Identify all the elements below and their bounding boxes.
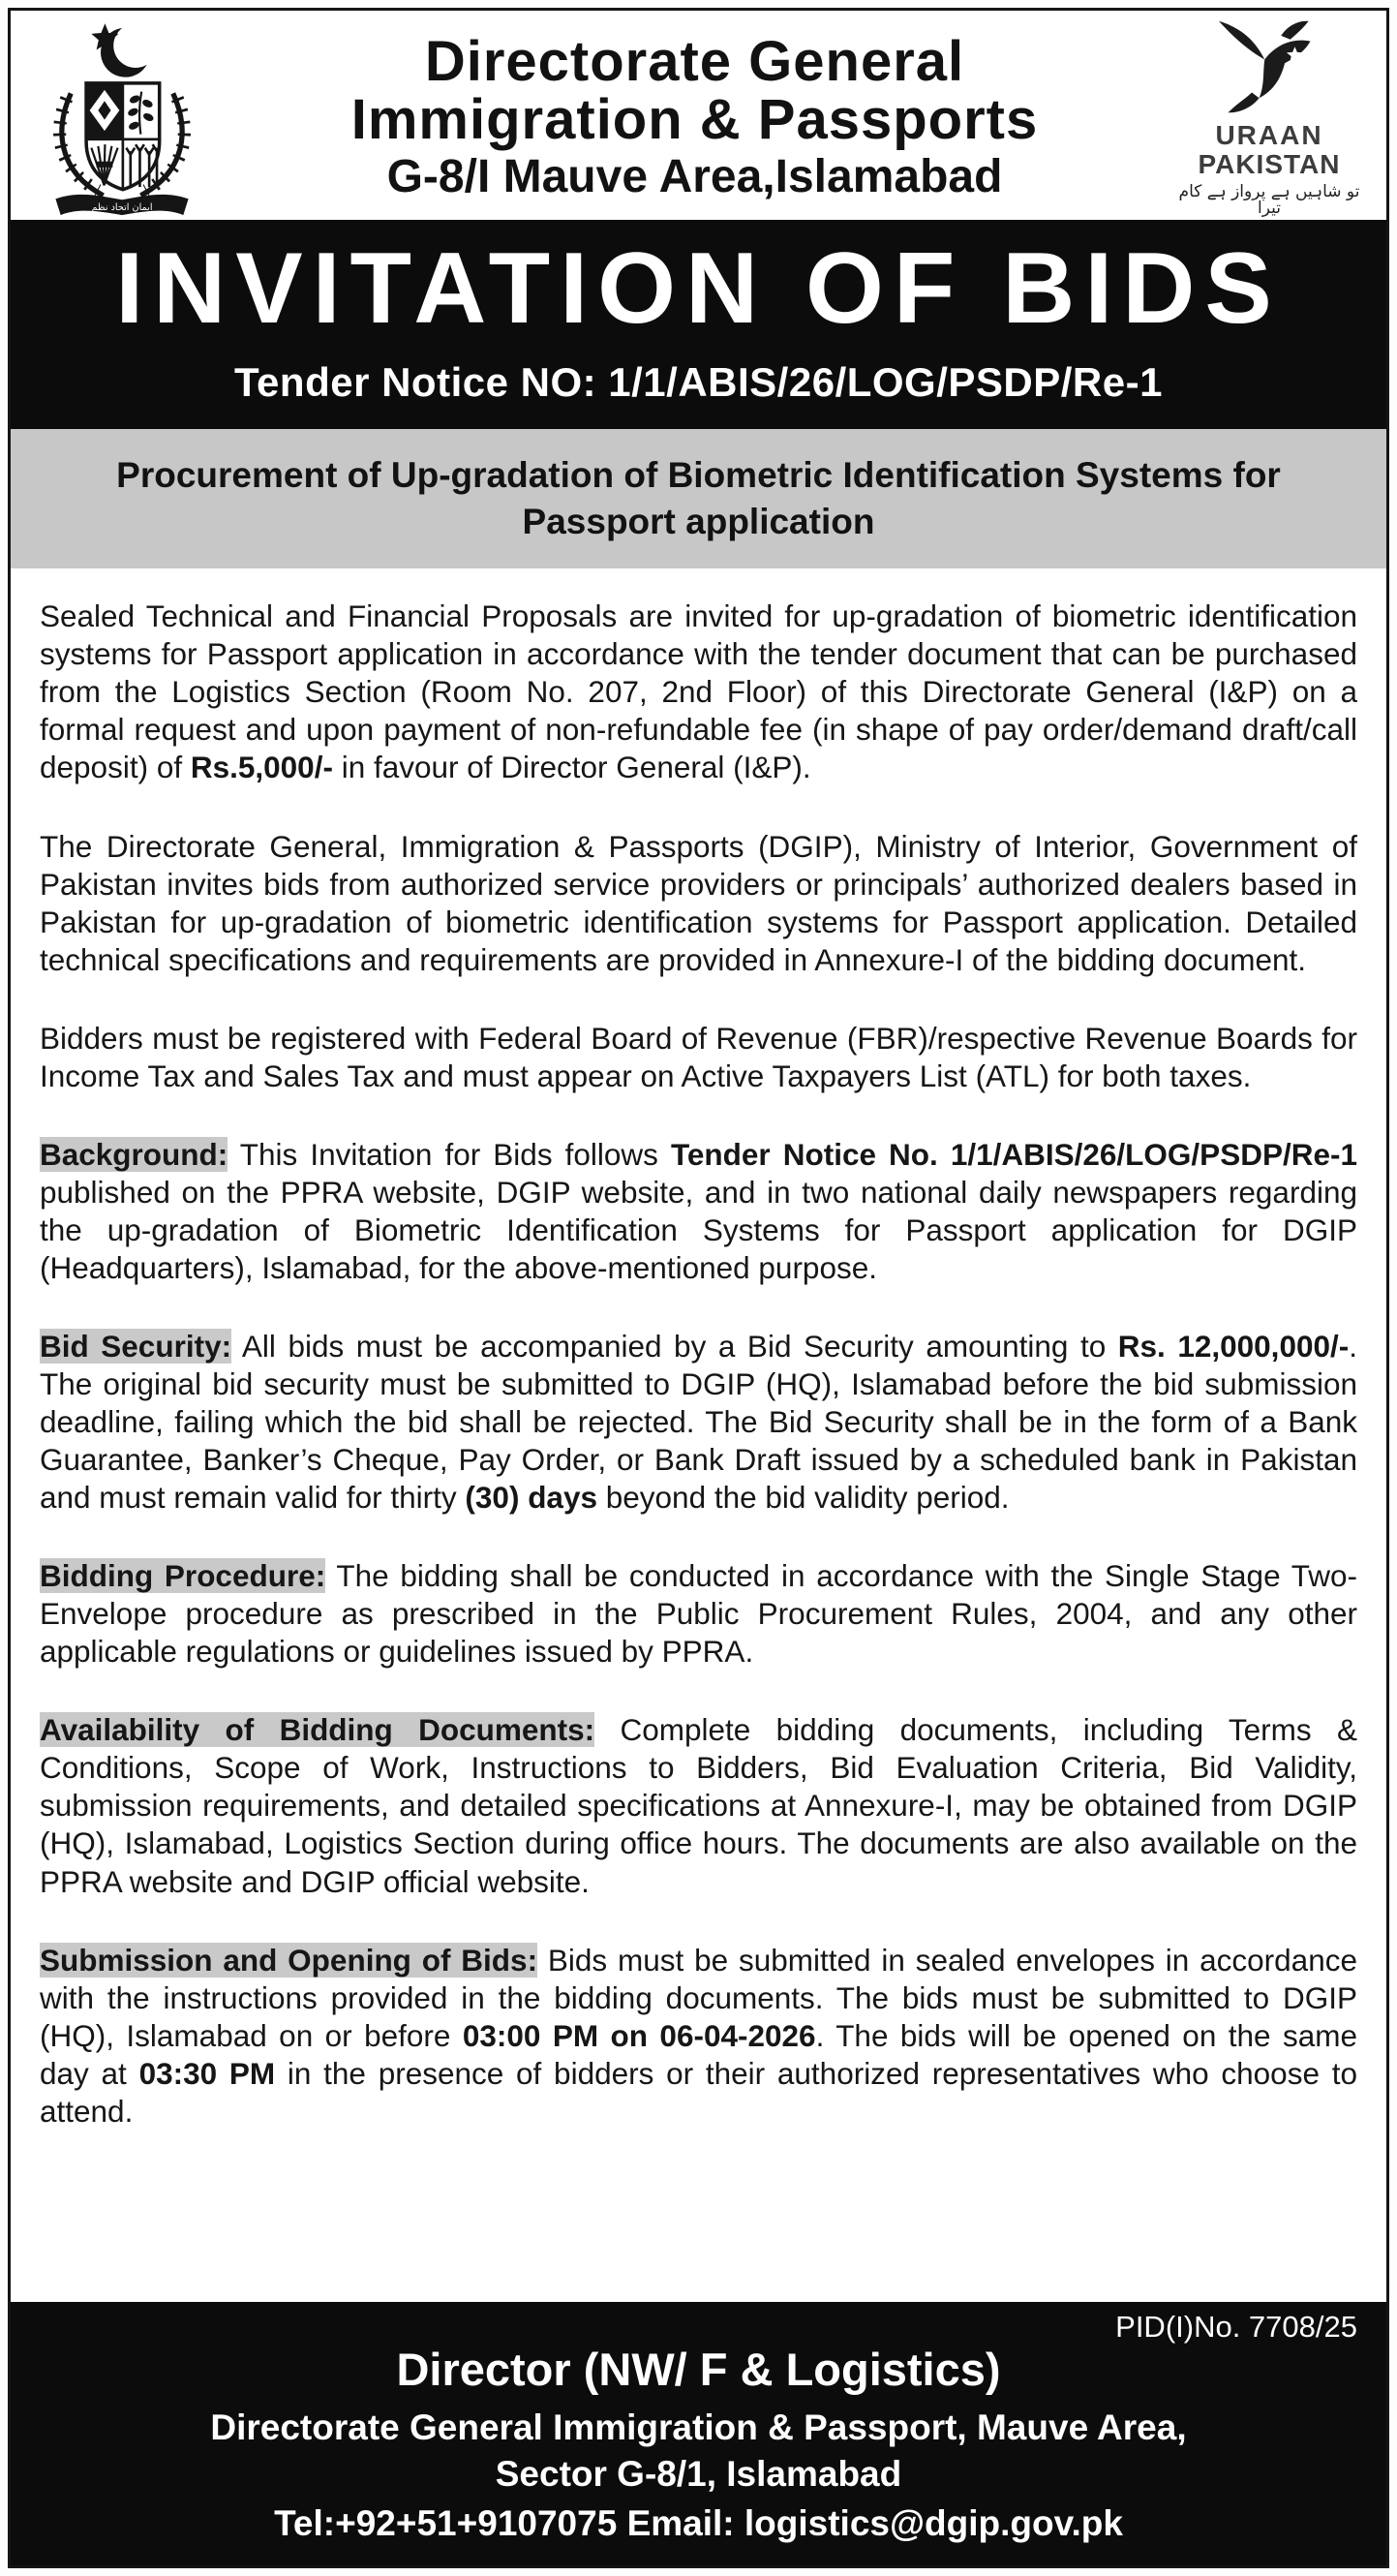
- paragraph-invites-bids: The Directorate General, Immigration & Passports (DGIP), Ministry of Interior, Government of Pakistan invites bids from authorized service providers or principals’ authorized dealers based in Pakistan for up-gradation of biometric identification systems for Passport application. Detailed technical specifications and requirements are provided in Annexure-I of the bidding document.: [40, 828, 1357, 977]
- subject-bar: [11, 429, 1386, 568]
- paragraph-background: Background: This Invitation for Bids follows Tender Notice No. 1/1/ABIS/26/LOG/PSDP/Re-1 published on the PPRA website, DGIP website, and in two national daily newspapers regarding the up-gradation of Biometric Identification Systems for Passport application for DGIP (Headquarters), Islamabad, for the above-mentioned purpose.: [40, 1136, 1357, 1285]
- paragraph-proposals: Sealed Technical and Financial Proposals are invited for up-gradation of biometric identification systems for Passport application in accordance with the tender document that can be purchased from the Logistics Section (Room No. 207, 2nd Floor) of this Directorate General (I&P) on a formal request and upon payment of non-refundable fee (in shape of pay order/demand draft/call deposit) of Rs.5,000/- in favour of Director General (I&P).: [40, 598, 1357, 785]
- tender-notice-number: Tender Notice NO: 1/1/ABIS/26/LOG/PSDP/Re-1: [234, 359, 1163, 406]
- org-title-line2: Immigration & Passports: [350, 88, 1039, 152]
- subject-text: Procurement of Up-gradation of Biometric Identification Systems for Passport application: [116, 455, 1281, 542]
- uraan-word: URAAN: [1215, 120, 1323, 150]
- paragraph-submission-opening: Submission and Opening of Bids: Bids must be submitted in sealed envelopes in accordance with the instructions provided in the bidding documents. The bids must be submitted to DGIP (HQ), Islamabad on or before 03:00 PM on 06-04-2026. The bids will be opened on the same day at 03:30 PM in the presence of bidders or their authorized representatives who choose to attend.: [40, 1942, 1358, 2129]
- notice-body: [11, 568, 1386, 2302]
- org-address-line: G-8/I Mauve Area,Islamabad: [386, 151, 1003, 203]
- state-emblem-svg: [37, 18, 207, 216]
- emblem-motto-text: ایمان اتحاد نظم: [91, 201, 153, 213]
- footer-contact-line: Tel:+92+51+9107075 Email: logistics@dgip.gov.pk: [274, 2503, 1123, 2544]
- footer-sector-line: Sector G-8/1, Islamabad: [495, 2454, 902, 2495]
- pakistan-word: PAKISTAN: [1198, 149, 1341, 179]
- uraan-tagline-urdu: تو شاہیں ہے پرواز ہے کام تیرا: [1178, 182, 1360, 218]
- paragraph-bid-security: Bid Security: All bids must be accompanied by a Bid Security amounting to Rs. 12,000,000/-. The original bid security must be submitted to DGIP (HQ), Islamabad before the bid submission deadline, failing which the bid shall be rejected. The Bid Security shall be in the form of a Bank Guarantee, Banker’s Cheque, Pay Order, or Bank Draft issued by a scheduled bank in Pakistan and must remain valid for thirty (30) days beyond the bid validity period.: [40, 1328, 1358, 1516]
- pid-number: PID(I)No. 7708/25: [1115, 2309, 1357, 2344]
- org-title-line1: Directorate General: [424, 29, 965, 93]
- advert-border-frame: [8, 8, 1389, 2568]
- invitation-title: INVITATION OF BIDS: [115, 232, 1282, 345]
- paragraph-availability-documents: Availability of Bidding Documents: Complete bidding documents, including Terms & Conditions, Scope of Work, Instructions to Bidders, Bid Evaluation Criteria, Bid Validity, submission requirements, and detailed specifications at Annexure-I, may be obtained from DGIP (HQ), Islamabad, Logistics Section during office hours. The documents are also available on the PPRA website and DGIP official website.: [40, 1712, 1357, 1899]
- uraan-pakistan-logo: [1177, 17, 1361, 217]
- header: [11, 11, 1386, 220]
- uraan-bird-icon: [1197, 17, 1342, 118]
- invitation-banner: [11, 220, 1386, 429]
- footer-org-line: Directorate General Immigration & Passport, Mauve Area,: [210, 2407, 1187, 2447]
- footer-director-title: Director (NW/ F & Logistics): [396, 2344, 1001, 2396]
- footer: [11, 2302, 1386, 2565]
- header-titles: [212, 29, 1177, 203]
- paragraph-fbr-registration: Bidders must be registered with Federal Board of Revenue (FBR)/respective Revenue Boards for Income Tax and Sales Tax and must appear on Active Taxpayers List (ATL) for both taxes.: [40, 1020, 1357, 1093]
- pakistan-state-emblem-icon: [32, 18, 212, 216]
- paragraph-bidding-procedure: Bidding Procedure: The bidding shall be conducted in accordance with the Single Stage Two-Envelope procedure as prescribed in the Public Procurement Rules, 2004, and any other applicable regulations or guidelines issued by PPRA.: [40, 1558, 1357, 1670]
